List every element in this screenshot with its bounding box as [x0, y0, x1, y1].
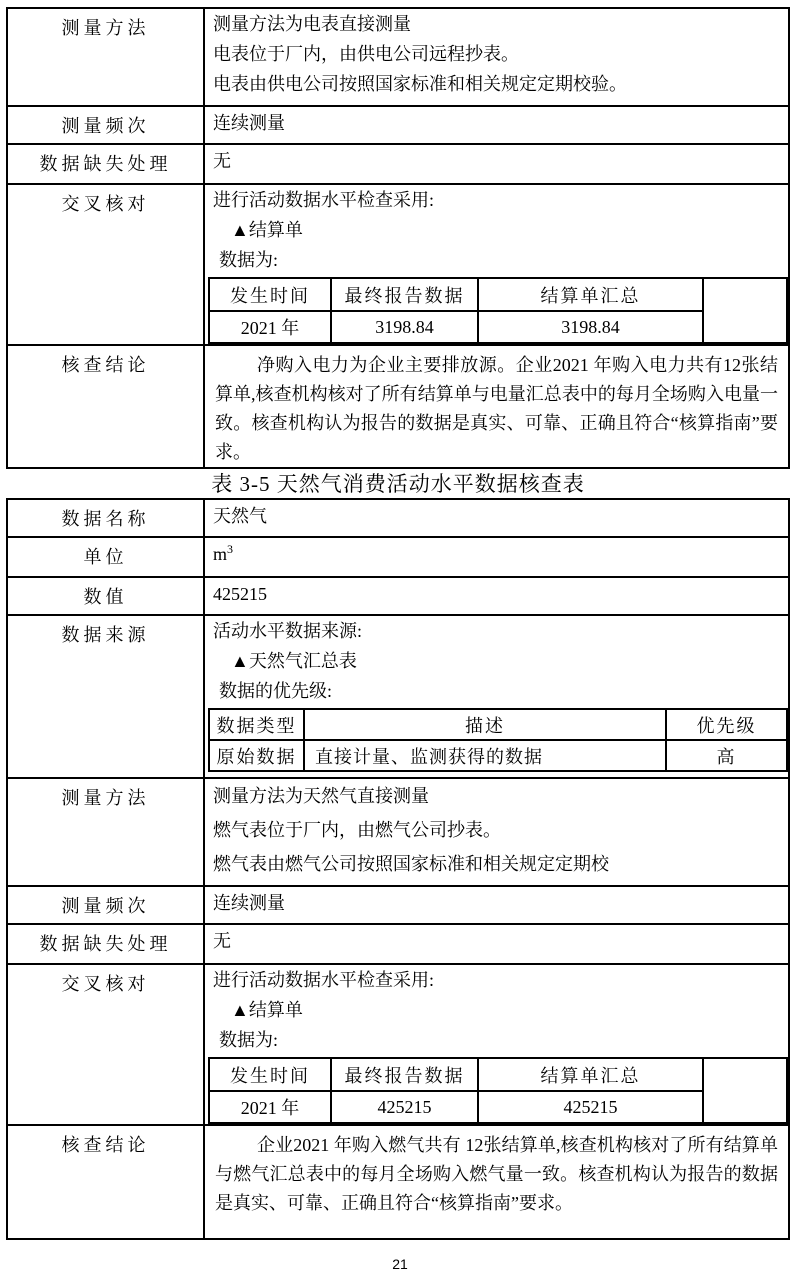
cell-data-type: 原始数据	[209, 740, 304, 771]
row-content-data-source	[204, 615, 789, 778]
cell-description: 直接计量、监测获得的数据	[304, 740, 666, 771]
text-line: 电表位于厂内，由供电公司远程抄表。	[213, 44, 519, 64]
table-row-unit	[7, 537, 789, 577]
cross-check-data-row	[209, 1091, 787, 1123]
row-content-measurement-method	[204, 778, 789, 886]
text-line: 连续测量	[213, 113, 285, 133]
row-content-measurement-frequency	[204, 886, 789, 924]
header-priority: 优先级	[666, 709, 787, 740]
table-row-data-name	[7, 499, 789, 537]
cell-year: 2021 年	[209, 311, 331, 343]
table-row-conclusion	[7, 345, 789, 468]
natural-gas-activity-table	[6, 498, 790, 1240]
cell-year: 2021 年	[209, 1091, 331, 1123]
page-number: 21	[392, 1256, 408, 1272]
row-label-measurement-frequency: 测量频次	[7, 886, 204, 924]
row-label-measurement-method: 测量方法	[7, 778, 204, 886]
text-line: 测量方法为天然气直接测量	[213, 786, 429, 806]
row-content-measurement-frequency	[204, 106, 789, 144]
row-content-conclusion	[204, 345, 789, 468]
row-label-missing-data: 数据缺失处理	[7, 924, 204, 964]
header-settlement-total: 结算单汇总	[478, 1058, 703, 1091]
text-line: 测量方法为电表直接测量	[213, 14, 411, 34]
text-line: 425215	[213, 584, 267, 604]
text-line: 活动水平数据来源:	[213, 621, 363, 641]
cross-check-header-row	[209, 278, 787, 311]
text-line: 燃气表由燃气公司按照国家标准和相关规定定期校	[213, 854, 609, 874]
table-row-measurement-method	[7, 778, 789, 886]
row-content-conclusion	[204, 1125, 789, 1239]
row-content-missing-data	[204, 144, 789, 184]
conclusion-paragraph: 净购入电力为企业主要排放源。企业2021 年购入电力共有12张结算单,核查机构核对了所有结算单与电量汇总表中的每月全场购入电量一致。核查机构认为报告的数据是真实、可靠、正确且符合“核算指南”要求。	[215, 355, 778, 462]
text-line: 数据为:	[219, 1030, 279, 1050]
header-description: 描述	[304, 709, 666, 740]
header-final-report-data: 最终报告数据	[331, 1058, 478, 1091]
header-final-report-data: 最终报告数据	[331, 278, 478, 311]
row-content-missing-data	[204, 924, 789, 964]
text-line: 数据的优先级:	[219, 681, 333, 701]
row-label-cross-check: 交叉核对	[7, 964, 204, 1125]
cross-check-header-row	[209, 1058, 787, 1091]
cross-check-data-row	[209, 311, 787, 343]
text-line: 连续测量	[213, 893, 285, 913]
text-line-settlement-note: ▲结算单	[231, 220, 303, 240]
unit-base: m	[213, 544, 228, 564]
row-content-data-name	[204, 499, 789, 537]
text-line: 天然气	[213, 506, 267, 526]
conclusion-paragraph: 企业2021 年购入燃气共有 12张结算单,核查机构核对了所有结算单与燃气汇总表中的每月全场购入燃气量一致。核查机构认为报告的数据是真实、可靠、正确且符合“核算指南”要求。	[215, 1135, 778, 1213]
table-row-measurement-frequency	[7, 106, 789, 144]
header-data-type: 数据类型	[209, 709, 304, 740]
table2-title: 表 3-5 天然气消费活动水平数据核查表	[211, 472, 585, 496]
table-row-cross-check	[7, 964, 789, 1125]
cell-report-value: 425215	[331, 1091, 478, 1123]
data-priority-table	[208, 708, 788, 772]
table-row-missing-data	[7, 144, 789, 184]
unit-value	[205, 538, 788, 569]
row-label-conclusion: 核查结论	[7, 345, 204, 468]
table-row-value	[7, 577, 789, 615]
row-label-measurement-method: 测量方法	[7, 8, 204, 106]
header-occurrence-time: 发生时间	[209, 278, 331, 311]
row-label-data-source: 数据来源	[7, 615, 204, 778]
text-line: 无	[213, 931, 231, 951]
cell-settlement-value: 3198.84	[478, 311, 703, 343]
text-line: 燃气表位于厂内，由燃气公司抄表。	[213, 820, 501, 840]
priority-header-row	[209, 709, 787, 740]
row-content-unit	[204, 537, 789, 577]
row-content-cross-check	[204, 964, 789, 1125]
empty-cell	[703, 278, 787, 343]
cell-settlement-value: 425215	[478, 1091, 703, 1123]
cross-check-data-table	[208, 1057, 788, 1124]
text-line: 数据为:	[219, 250, 279, 270]
cell-report-value: 3198.84	[331, 311, 478, 343]
text-line-settlement-note: ▲结算单	[231, 1000, 303, 1020]
table-row-data-source	[7, 615, 789, 778]
electricity-activity-table	[6, 7, 790, 469]
table-row-cross-check	[7, 184, 789, 345]
text-line: 进行活动数据水平检查采用:	[213, 970, 434, 990]
cell-priority: 高	[666, 740, 787, 771]
empty-cell	[703, 1058, 787, 1123]
row-label-measurement-frequency: 测量频次	[7, 106, 204, 144]
text-line-summary-note: ▲天然气汇总表	[231, 651, 357, 671]
table-row-measurement-frequency	[7, 886, 789, 924]
header-settlement-total: 结算单汇总	[478, 278, 703, 311]
row-label-conclusion: 核查结论	[7, 1125, 204, 1239]
row-content-measurement-method	[204, 8, 789, 106]
text-line: 无	[213, 151, 231, 171]
text-line: 电表由供电公司按照国家标准和相关规定定期校验。	[213, 74, 627, 94]
text-line: 进行活动数据水平检查采用:	[213, 190, 434, 210]
priority-data-row	[209, 740, 787, 771]
row-content-value	[204, 577, 789, 615]
table-row-measurement-method	[7, 8, 789, 106]
row-label-missing-data: 数据缺失处理	[7, 144, 204, 184]
header-occurrence-time: 发生时间	[209, 1058, 331, 1091]
unit-superscript: 3	[227, 542, 234, 556]
row-content-cross-check	[204, 184, 789, 345]
table-row-conclusion	[7, 1125, 789, 1239]
cross-check-data-table	[208, 277, 788, 344]
table-row-missing-data	[7, 924, 789, 964]
row-label-value: 数值	[7, 577, 204, 615]
row-label-unit: 单位	[7, 537, 204, 577]
row-label-data-name: 数据名称	[7, 499, 204, 537]
row-label-cross-check: 交叉核对	[7, 184, 204, 345]
